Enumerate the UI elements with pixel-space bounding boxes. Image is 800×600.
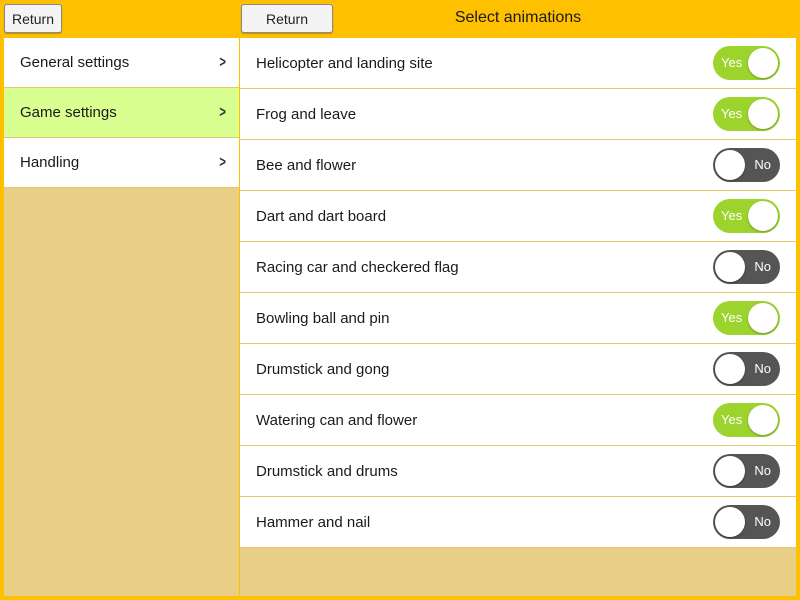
nav-item-label: General settings: [20, 54, 130, 71]
animation-label: Watering can and flower: [256, 411, 418, 429]
animation-label: Drumstick and drums: [256, 462, 398, 480]
return-button-left[interactable]: Return: [4, 4, 62, 33]
animation-toggle[interactable]: [713, 46, 780, 80]
chevron-right-icon: >: [219, 153, 226, 171]
animation-label: Racing car and checkered flag: [256, 258, 459, 276]
animation-toggle[interactable]: [713, 301, 780, 335]
animation-label: Drumstick and gong: [256, 360, 390, 378]
nav-item-general-settings[interactable]: [4, 38, 239, 88]
toggle-knob: [715, 456, 745, 486]
toggle-text: Yes: [721, 208, 743, 223]
animation-label: Frog and leave: [256, 105, 357, 123]
nav-item-label: Handling: [20, 154, 80, 171]
list-item: [240, 89, 796, 140]
list-item: [240, 395, 796, 446]
list-item: [240, 497, 796, 548]
list-item: [240, 293, 796, 344]
toggle-text: No: [754, 361, 771, 376]
animation-toggle[interactable]: [713, 403, 780, 437]
toggle-knob: [715, 150, 745, 180]
list-item: [240, 140, 796, 191]
animation-toggle[interactable]: [713, 352, 780, 386]
animation-toggle[interactable]: [713, 454, 780, 488]
settings-nav: [4, 38, 239, 596]
animation-label: Dart and dart board: [256, 207, 387, 225]
toggle-text: No: [754, 259, 771, 274]
toggle-text: Yes: [721, 106, 743, 121]
animation-label: Bee and flower: [256, 156, 357, 174]
list-item: [240, 242, 796, 293]
nav-item-game-settings[interactable]: [4, 88, 239, 138]
toggle-knob: [748, 303, 778, 333]
animation-label: Helicopter and landing site: [256, 54, 433, 72]
animation-toggle[interactable]: [713, 148, 780, 182]
toggle-text: Yes: [721, 310, 743, 325]
toggle-knob: [748, 201, 778, 231]
toggle-knob: [748, 405, 778, 435]
list-item: [240, 38, 796, 89]
nav-item-handling[interactable]: [4, 138, 239, 188]
toggle-knob: [715, 354, 745, 384]
list-item: [240, 191, 796, 242]
toggle-text: No: [754, 463, 771, 478]
animation-list: [240, 38, 796, 596]
toggle-knob: [748, 99, 778, 129]
toggle-text: No: [754, 157, 771, 172]
toggle-knob: [715, 252, 745, 282]
nav-item-label: Game settings: [20, 104, 117, 121]
animation-label: Hammer and nail: [256, 513, 371, 531]
toggle-text: Yes: [721, 55, 743, 70]
list-item: [240, 446, 796, 497]
animation-toggle[interactable]: [713, 97, 780, 131]
animation-label: Bowling ball and pin: [256, 309, 390, 327]
chevron-right-icon: >: [219, 103, 226, 121]
toggle-knob: [748, 48, 778, 78]
page-title: Select animations: [454, 9, 582, 26]
animation-toggle[interactable]: [713, 250, 780, 284]
toggle-text: Yes: [721, 412, 743, 427]
chevron-right-icon: >: [219, 53, 226, 71]
animation-toggle[interactable]: [713, 505, 780, 539]
animation-toggle[interactable]: [713, 199, 780, 233]
toggle-knob: [715, 507, 745, 537]
toggle-text: No: [754, 514, 771, 529]
return-button-right[interactable]: Return: [241, 4, 333, 33]
list-item: [240, 344, 796, 395]
